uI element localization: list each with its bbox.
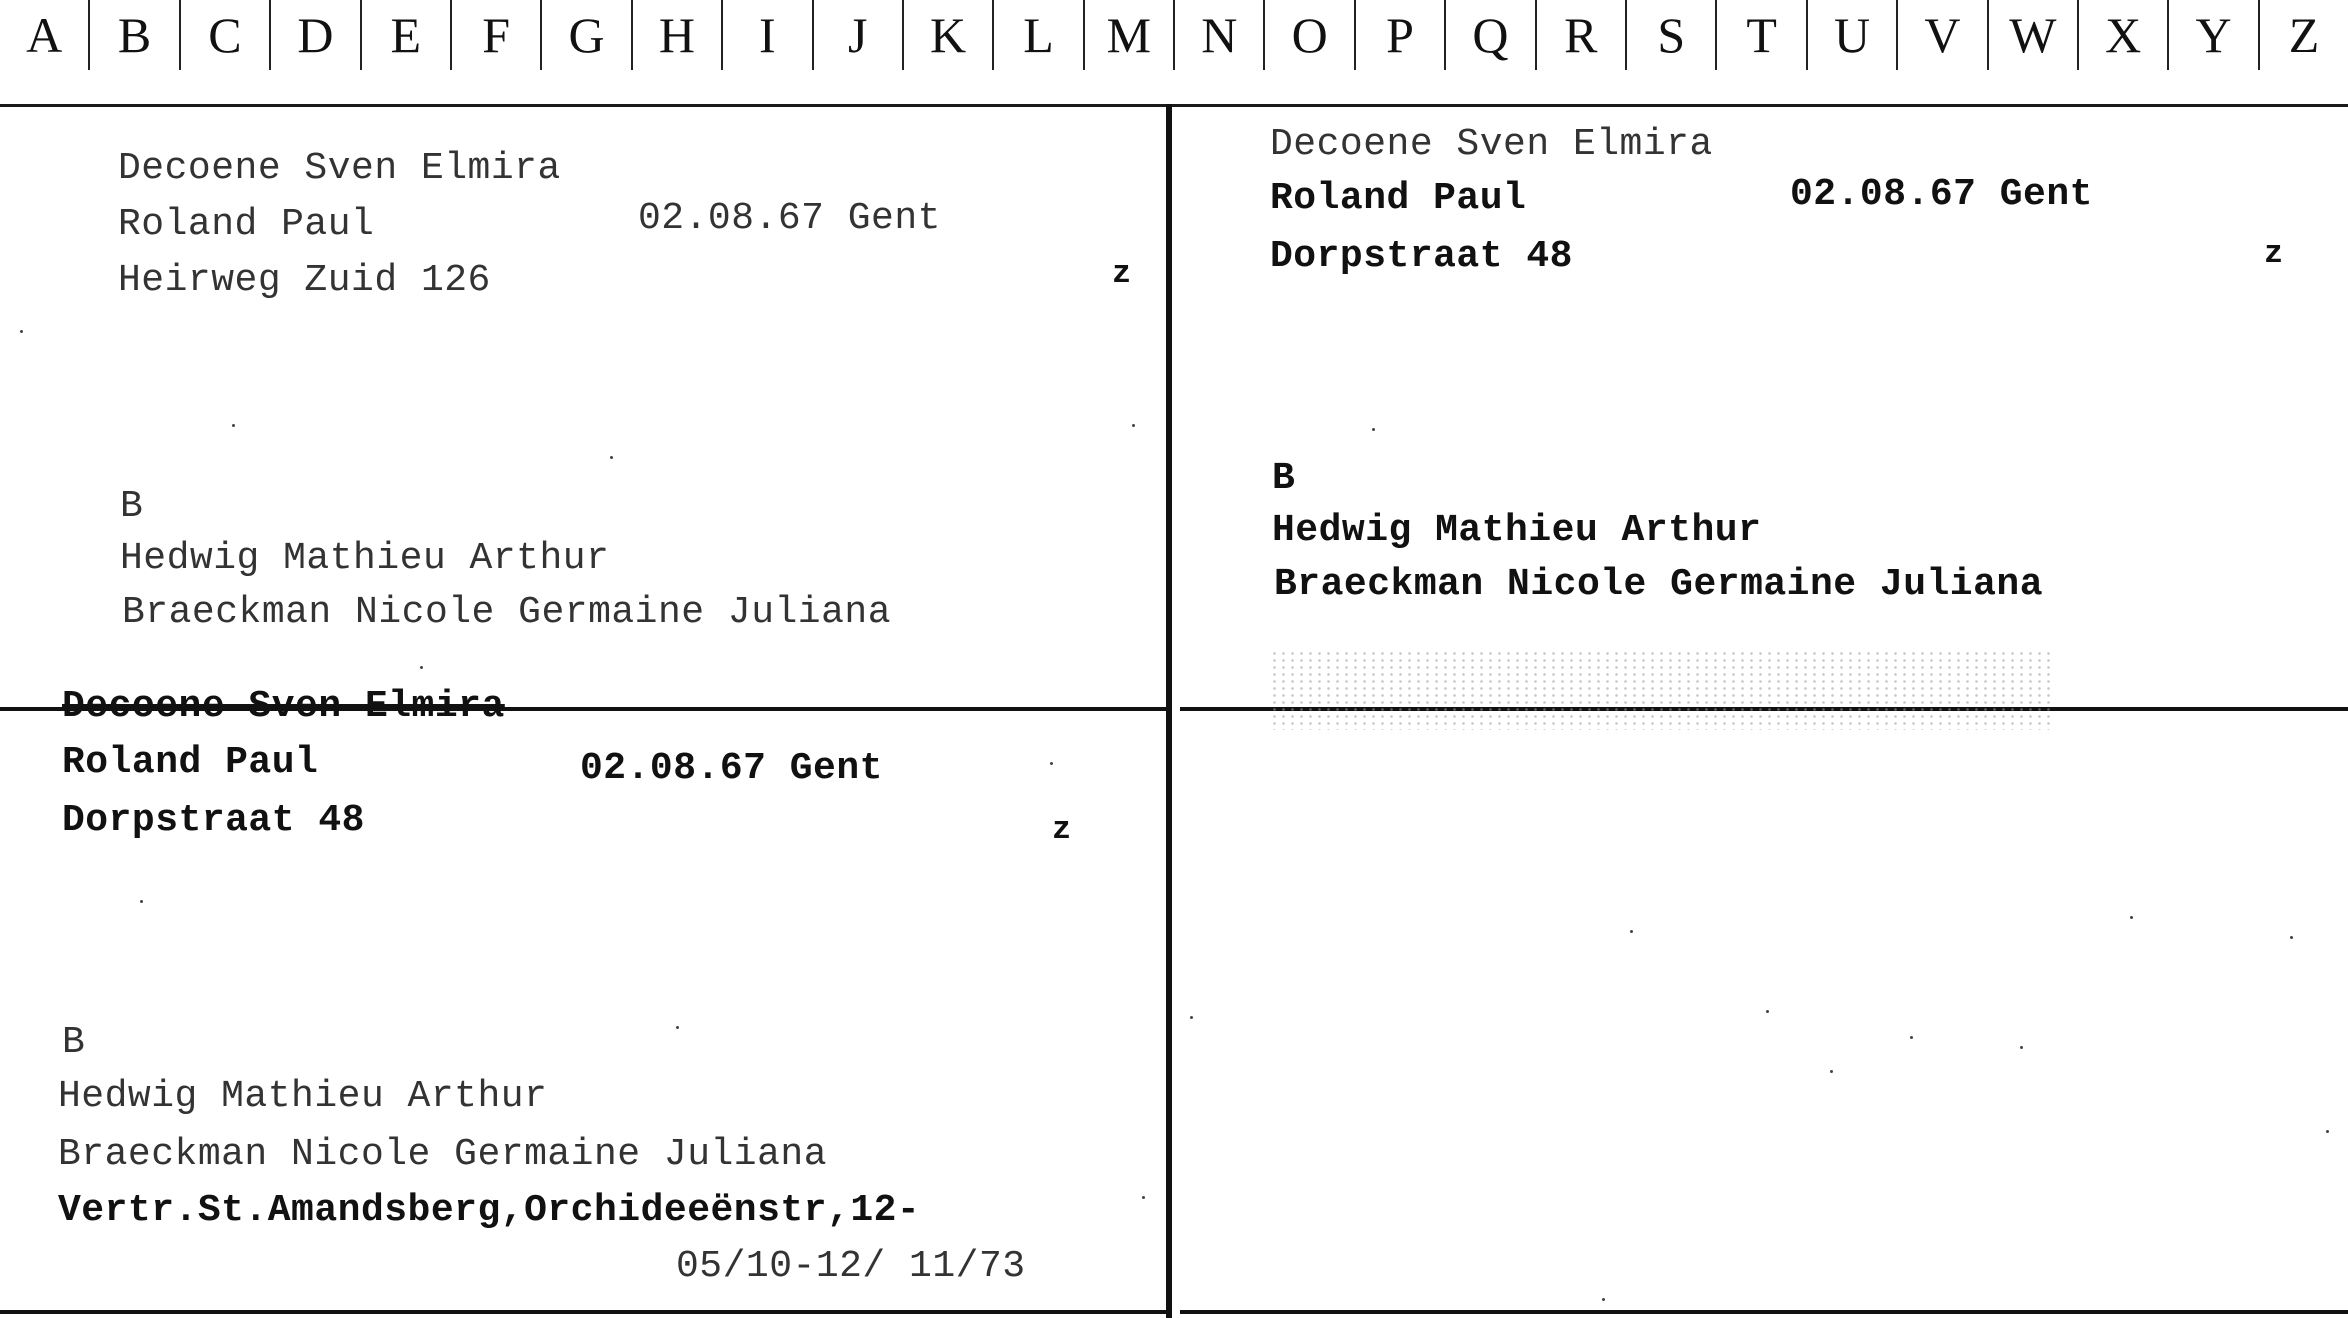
card-name: Decoene Sven Elmira [1270,123,1713,166]
index-letter-q: Q [1446,0,1536,70]
card-address: Dorpstraat 48 [1270,235,1573,278]
scan-speck [232,424,235,427]
card-name: Decoene Sven Elmira [118,147,561,190]
card-mother-names: Hedwig Mathieu Arthur [58,1075,548,1118]
index-letter-c: C [181,0,271,70]
scan-speck [2290,936,2293,939]
index-letter-i: I [723,0,813,70]
index-letter-y: Y [2169,0,2259,70]
scan-speck [1830,1070,1833,1073]
scan-speck [1910,1036,1913,1039]
card-marker: z [1112,255,1132,292]
card-section: B [62,1021,86,1064]
card-father: Roland Paul [62,741,319,784]
scan-speck [1190,1016,1193,1019]
card-border-bottom-right [1180,1310,2348,1314]
card-divider-vertical [1166,104,1172,1318]
index-letter-j: J [814,0,904,70]
card-marker: z [2264,235,2284,272]
scan-speck [1372,428,1375,431]
scan-speck [1602,1298,1605,1301]
scan-speck [1132,424,1135,427]
scan-speck [676,1026,679,1029]
card-mother-surname: Braeckman Nicole Germaine Juliana [122,591,892,634]
index-letter-x: X [2079,0,2169,70]
alphabet-index [0,0,2348,70]
ink-smudge [1270,650,2050,730]
scan-speck [2130,916,2133,919]
scan-speck [20,330,23,333]
scan-speck [1142,1196,1145,1199]
index-divider [0,104,2348,107]
index-letter-b: B [90,0,180,70]
index-letter-k: K [904,0,994,70]
card-mother-names: Hedwig Mathieu Arthur [120,537,610,580]
card-father: Roland Paul [1270,177,1527,220]
card-section: B [1272,457,1296,500]
scan-speck [2326,1130,2329,1133]
card-address: Heirweg Zuid 126 [118,259,491,302]
index-letter-h: H [633,0,723,70]
card-section: B [120,485,144,528]
index-letter-n: N [1175,0,1265,70]
scan-speck [1630,930,1633,933]
card-birth: 02.08.67 Gent [1790,173,2093,216]
index-letter-e: E [362,0,452,70]
scan-speck [1766,1010,1769,1013]
index-letter-w: W [1989,0,2079,70]
index-letter-g: G [542,0,632,70]
card-address: Dorpstraat 48 [62,799,365,842]
index-letter-z: Z [2288,7,2320,63]
scan-speck [420,666,423,669]
card-note-date: 05/10-12/ 11/73 [676,1245,1026,1288]
index-letter-r: R [1537,0,1627,70]
index-letter-m: M [1085,0,1175,70]
card-name-struck: Decoene Sven Elmira [62,685,505,728]
index-letter-u: U [1808,0,1898,70]
scan-speck [610,456,613,459]
card-mother-surname: Braeckman Nicole Germaine Juliana [1274,563,2044,606]
card-marker: z [1052,811,1072,848]
index-letter-f: F [452,0,542,70]
scan-speck [1050,762,1053,765]
card-father: Roland Paul [118,203,375,246]
index-letter-t: T [1717,0,1807,70]
scan-speck [140,900,143,903]
index-letter-l: L [994,0,1084,70]
card-note: Vertr.St.Amandsberg,Orchideeënstr,12- [58,1189,921,1232]
index-letter-d: D [271,0,361,70]
card-birth: 02.08.67 Gent [580,747,883,790]
card-birth: 02.08.67 Gent [638,197,941,240]
index-letter-o: O [1265,0,1355,70]
card-mother-surname: Braeckman Nicole Germaine Juliana [58,1133,828,1176]
index-letter-p: P [1356,0,1446,70]
index-letter-a: A [0,0,90,70]
card-mother-names: Hedwig Mathieu Arthur [1272,509,1762,552]
index-letter-s: S [1627,0,1717,70]
card-border-bottom-left [0,1310,1166,1314]
scan-speck [2020,1046,2023,1049]
index-letter-v: V [1898,0,1988,70]
